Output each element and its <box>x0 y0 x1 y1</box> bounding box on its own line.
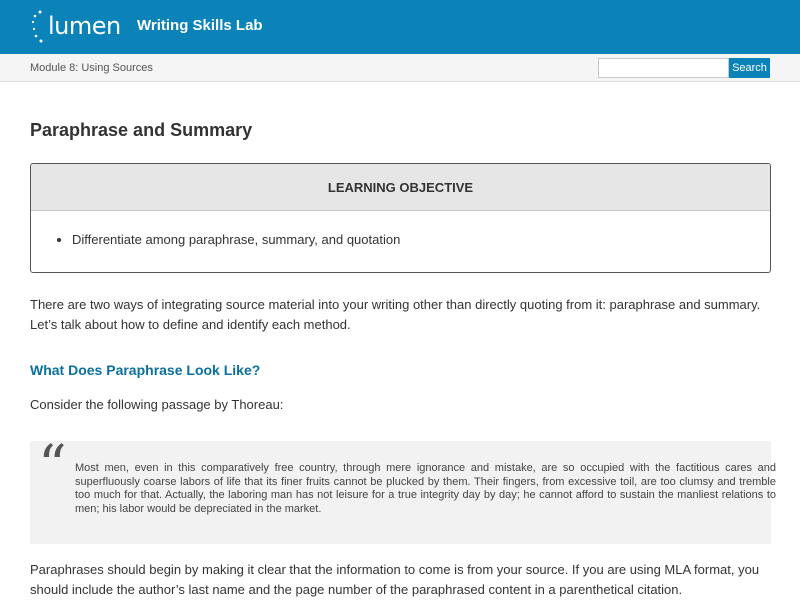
learning-objective-box <box>30 163 771 273</box>
top-bar <box>0 0 800 54</box>
breadcrumb[interactable]: Module 8: Using Sources <box>30 62 153 74</box>
sub-header-bar <box>0 54 800 82</box>
learning-objective-heading: LEARNING OBJECTIVE <box>31 164 770 211</box>
learning-objective-list <box>72 232 400 247</box>
blockquote <box>30 434 776 544</box>
lumen-logo[interactable] <box>30 9 121 45</box>
page-title: Paraphrase and Summary <box>30 120 253 140</box>
learning-objective-item: • Differentiate among paraphrase, summary, and quotation <box>72 232 400 247</box>
course-title[interactable]: Writing Skills Lab <box>137 17 263 34</box>
quote-mark-icon: “ <box>38 434 67 499</box>
logo-text: lumen <box>48 12 121 40</box>
section-heading: What Does Paraphrase Look Like? <box>30 362 261 378</box>
consider-paragraph: Consider the following passage by Thoreau: <box>30 397 284 412</box>
quote-text: Most men, even in this comparatively free country, through mere ignorance and mistake, are so occupied with the factitious cares and superfluously coarse labors of life that its finer fruits cannot be plucked by them. Their fingers, from excessive toil, are too clumsy and tremble too much for that. Actually, the laboring man has not leisure for a true integrity day by day; he cannot afford to sustain the manliest relations to men; his labor would be depreciated in the market. <box>75 462 776 515</box>
search-button[interactable]: Search <box>729 58 770 78</box>
intro-paragraph: There are two ways of integrating source material into your writing other than directly quoting from it: paraphrase and summary. Let’s talk about how to define and identify each method. <box>30 297 761 332</box>
search-input[interactable] <box>598 58 729 78</box>
closing-paragraph: Paraphrases should begin by making it clear that the information to come is from your source. If you are using MLA format, you should include the author’s last name and the page number of the paraphrased content in a parenthetical citation. <box>30 562 760 597</box>
logo-dots-icon <box>30 9 46 45</box>
